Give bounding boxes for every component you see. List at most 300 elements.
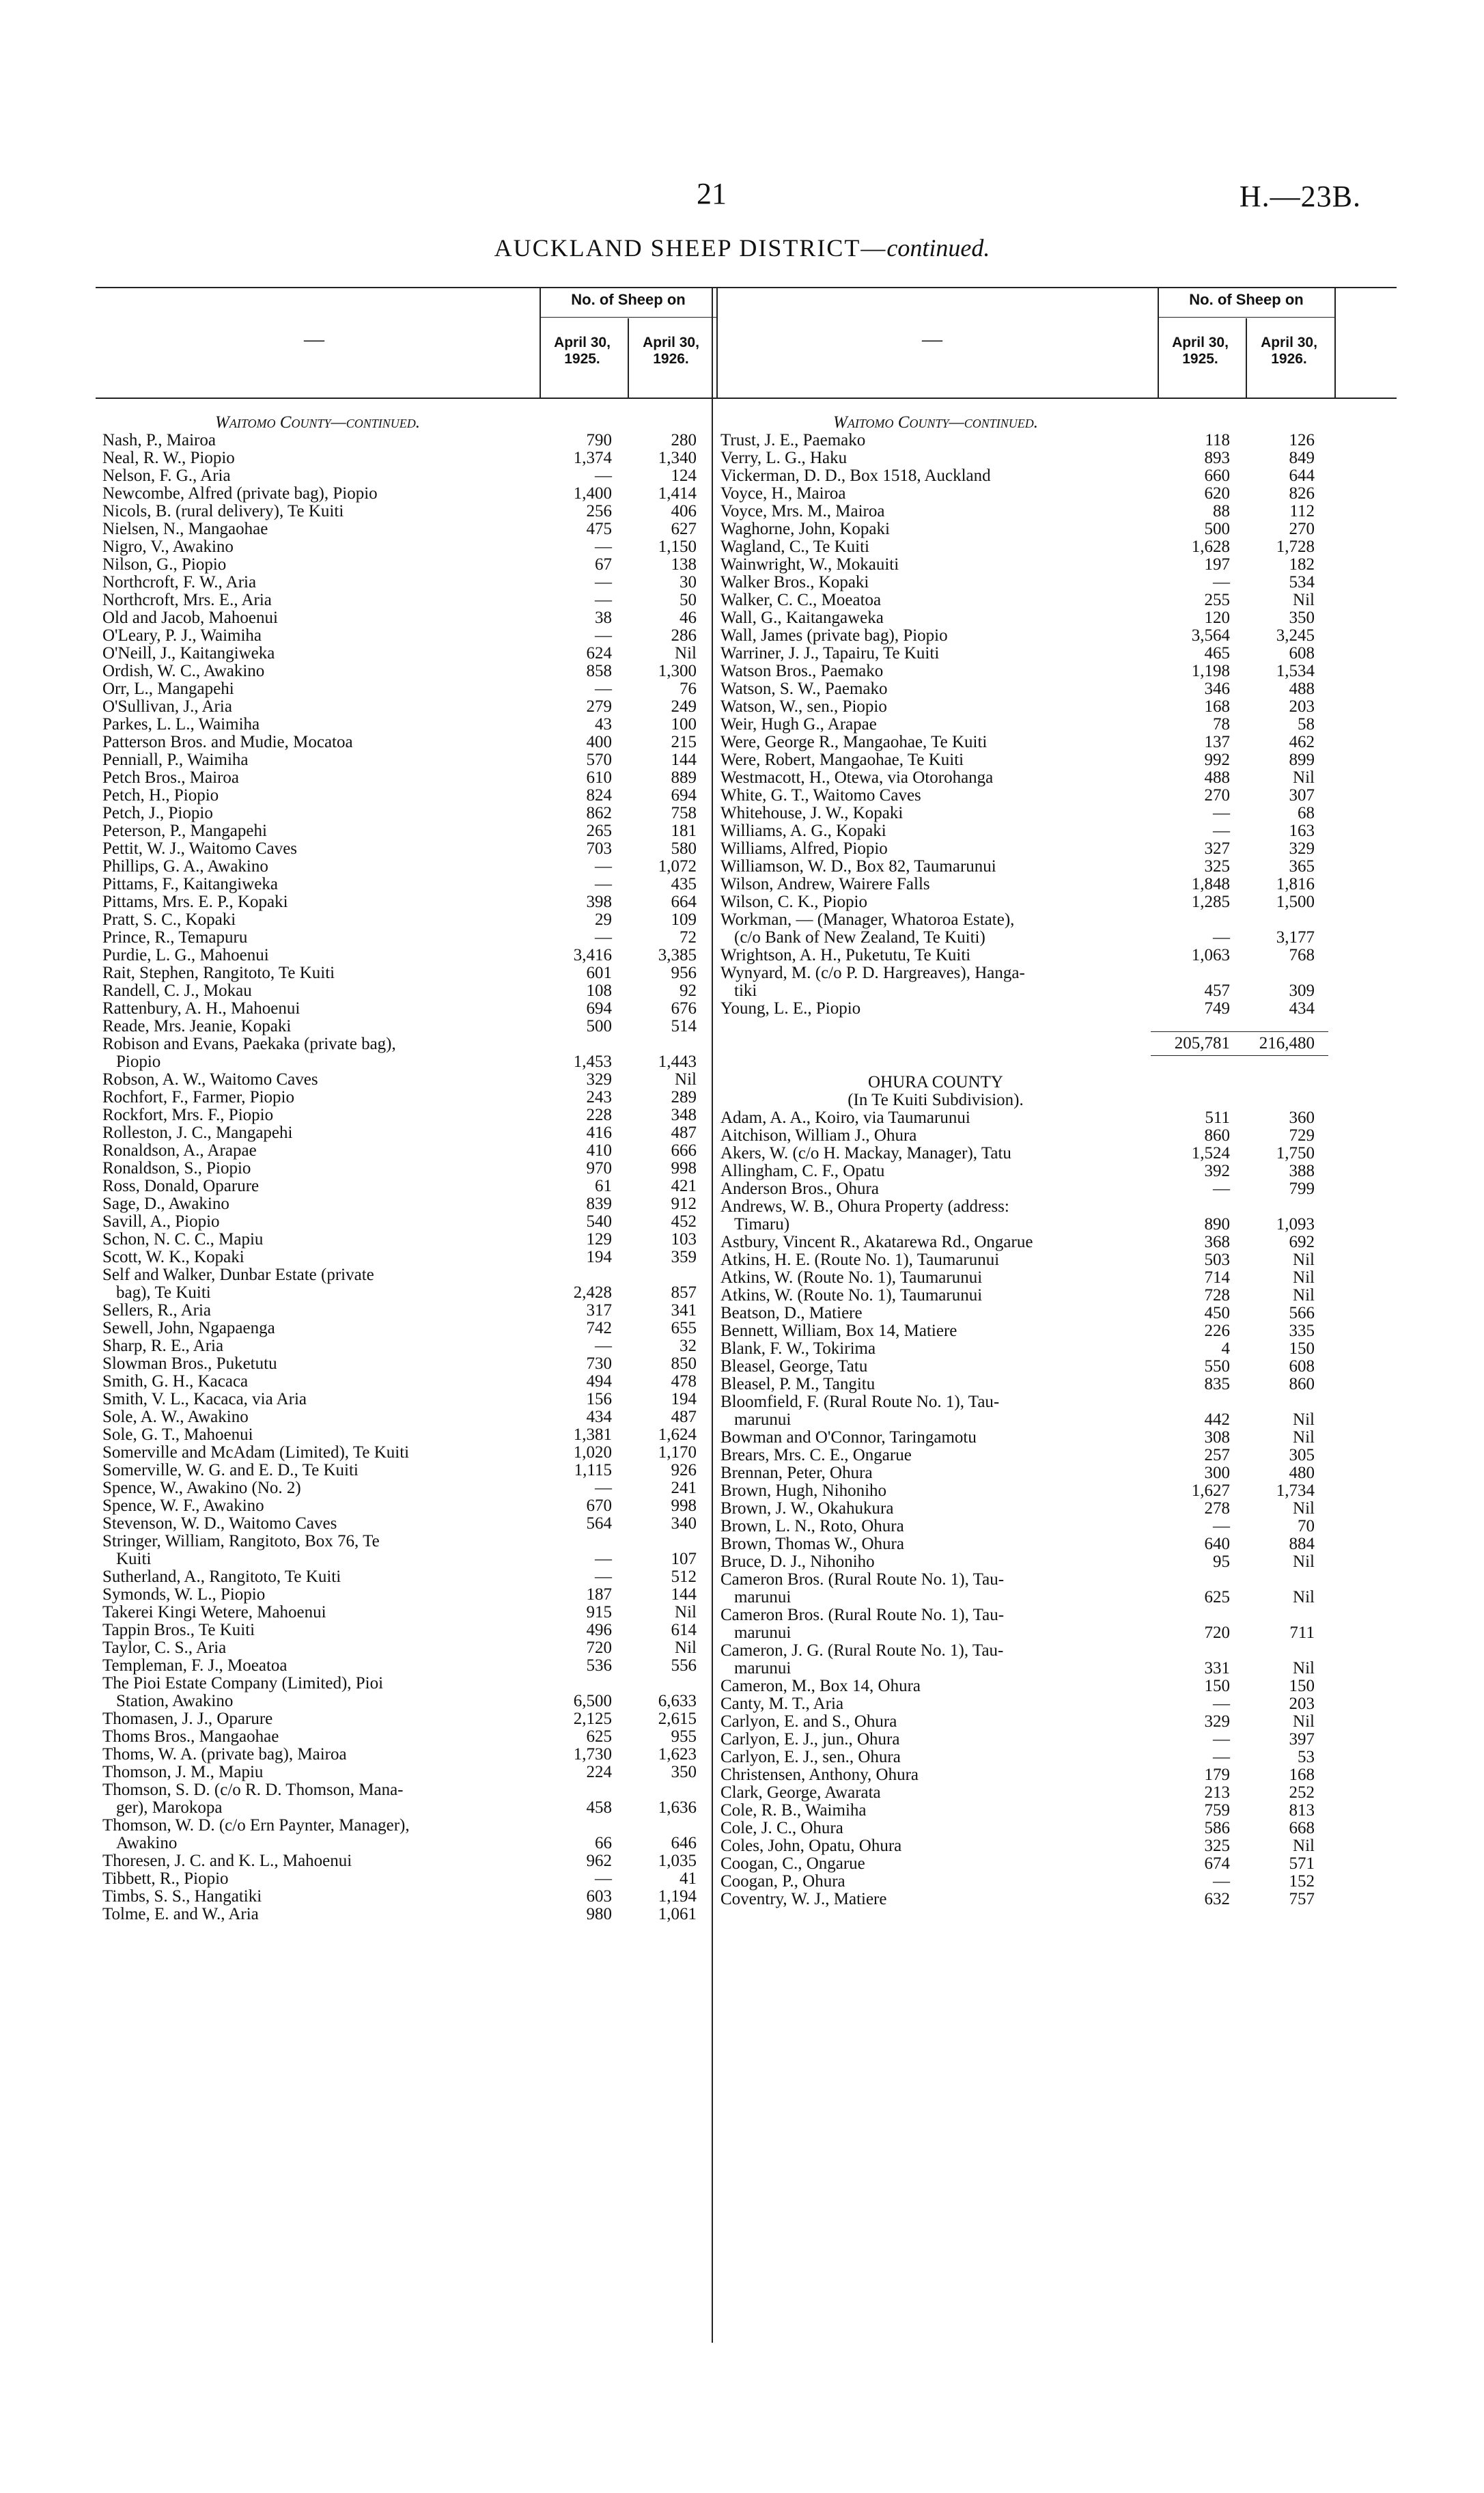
value-1925: 632	[1204, 1890, 1230, 1908]
table-row	[96, 929, 779, 947]
table-row	[714, 591, 1397, 609]
table-row	[96, 1817, 779, 1852]
row-name	[96, 1728, 533, 1746]
table-row	[714, 1873, 1397, 1891]
row-name	[96, 1462, 533, 1479]
value-1926: 1,061	[658, 1905, 697, 1923]
table-row	[714, 1287, 1397, 1305]
row-name	[714, 716, 1151, 734]
total-1926: 216,480	[1240, 1031, 1328, 1056]
value-1926: 203	[1289, 697, 1315, 716]
row-name-text: Prince, R., Temapuru	[102, 929, 248, 947]
table-row	[96, 591, 779, 609]
row-name	[714, 485, 1151, 503]
value-1926: 341	[671, 1301, 697, 1320]
row-name	[714, 1322, 1151, 1340]
value-1925: 835	[1204, 1375, 1230, 1393]
value-1925: 1,381	[573, 1425, 612, 1444]
value-1925: 213	[1204, 1783, 1230, 1802]
value-1926: 956	[671, 964, 697, 982]
row-name-text: Coles, John, Opatu, Ohura	[720, 1837, 902, 1855]
row-name-text: Rolleston, J. C., Mangapehi	[102, 1124, 293, 1142]
value-1926: 6,633	[658, 1692, 697, 1710]
row-name	[714, 1109, 1151, 1127]
row-name-text: Sutherland, A., Rangitoto, Te Kuiti	[102, 1568, 341, 1586]
table-row	[96, 1621, 779, 1639]
row-name-text: Petch Bros., Mairoa	[102, 769, 239, 787]
value-1925: —	[1213, 1730, 1230, 1749]
value-1926: 768	[1289, 946, 1315, 964]
row-name-text: Schon, N. C. C., Mapiu	[102, 1231, 264, 1249]
table-row	[96, 1266, 779, 1302]
row-name	[714, 663, 1151, 680]
value-1925: 625	[586, 1727, 612, 1746]
header-date-1925: April 30, 1925.	[1172, 335, 1229, 367]
value-1925: —	[595, 928, 612, 947]
row-name	[714, 645, 1151, 663]
table-row	[96, 1888, 779, 1906]
row-name	[714, 432, 1151, 449]
row-name	[714, 1500, 1151, 1518]
table-row	[96, 1320, 779, 1337]
value-1926: 608	[1289, 644, 1315, 663]
value-1925: 3,564	[1191, 626, 1230, 645]
table-row	[714, 680, 1397, 698]
table-row	[96, 485, 779, 503]
table-row	[714, 787, 1397, 805]
table-row	[714, 503, 1397, 520]
value-1926: 305	[1289, 1446, 1315, 1464]
value-1926: 350	[671, 1763, 697, 1781]
value-1926: 68	[1298, 804, 1315, 822]
row-name-text: Cameron, M., Box 14, Ohura	[720, 1677, 921, 1695]
row-name	[96, 698, 533, 716]
row-name	[96, 734, 533, 751]
row-name-text: Pittams, Mrs. E. P., Kopaki	[102, 893, 288, 911]
table-row	[714, 609, 1397, 627]
value-1925: 475	[586, 520, 612, 538]
value-1925: 1,063	[1191, 946, 1230, 964]
table-row	[96, 1568, 779, 1586]
value-1925: 308	[1204, 1428, 1230, 1447]
value-1925: 962	[586, 1852, 612, 1870]
table-row	[96, 1302, 779, 1320]
row-name-continued: marunui	[734, 1410, 792, 1429]
row-name	[714, 1393, 1151, 1429]
table-row	[714, 1127, 1397, 1145]
row-name	[96, 503, 533, 520]
table-row	[96, 556, 779, 574]
row-name-text: Bleasel, George, Tatu	[720, 1358, 868, 1376]
value-1926: 580	[671, 839, 697, 858]
value-1926: 799	[1289, 1180, 1315, 1198]
row-name	[714, 822, 1151, 840]
row-name-text: Anderson Bros., Ohura	[720, 1180, 879, 1198]
row-name-continued: Piopio	[116, 1053, 161, 1071]
value-1926: 480	[1289, 1464, 1315, 1482]
value-1925: 2,125	[573, 1710, 612, 1728]
value-1926: 72	[680, 928, 697, 947]
value-1925: 1,374	[573, 449, 612, 467]
row-name-text: Robison and Evans, Paekaka (private bag),	[102, 1035, 396, 1053]
row-name	[714, 805, 1151, 822]
row-name	[96, 1266, 533, 1302]
right-rows-ohura	[714, 1109, 1397, 1908]
row-name-text: Somerville and McAdam (Limited), Te Kuiti	[102, 1444, 410, 1462]
row-name	[96, 449, 533, 467]
table-row	[714, 1553, 1397, 1571]
table-row	[96, 787, 779, 805]
row-name	[96, 1142, 533, 1160]
value-1925: 601	[586, 964, 612, 982]
value-1925: 329	[1204, 1712, 1230, 1731]
value-1925: 120	[1204, 609, 1230, 627]
table-row	[96, 947, 779, 964]
header-dash: —	[304, 328, 324, 350]
row-name	[96, 645, 533, 663]
table-row	[96, 840, 779, 858]
row-name-text: Were, George R., Mangaohae, Te Kuiti	[720, 734, 988, 751]
value-1925: 187	[586, 1585, 612, 1604]
table-row	[714, 1518, 1397, 1535]
row-name-text: Nielsen, N., Mangaohae	[102, 520, 268, 538]
table-row	[96, 769, 779, 787]
table-row	[714, 947, 1397, 964]
value-1925: 890	[1204, 1215, 1230, 1234]
total-row	[714, 1031, 1397, 1056]
left-column	[96, 287, 779, 1923]
value-1926: 30	[680, 573, 697, 591]
table-row	[96, 1089, 779, 1106]
row-name-text: Ronaldson, A., Arapae	[102, 1142, 257, 1160]
row-name-continued: Awakino	[116, 1834, 178, 1852]
row-name-continued: marunui	[734, 1588, 792, 1606]
value-1925: 624	[586, 644, 612, 663]
row-name-text: O'Neill, J., Kaitangiweka	[102, 645, 275, 663]
value-1926: 857	[671, 1283, 697, 1302]
value-1926: 92	[680, 981, 697, 1000]
left-rows	[96, 432, 779, 1923]
value-1925: 327	[1204, 839, 1230, 858]
row-name-text: Were, Robert, Mangaohae, Te Kuiti	[720, 751, 964, 769]
value-1926: 340	[671, 1514, 697, 1533]
row-name-text: Voyce, Mrs. M., Mairoa	[720, 503, 885, 520]
row-name-text: Cameron Bros. (Rural Route No. 1), Tau-	[720, 1606, 1005, 1624]
value-1926: 512	[671, 1568, 697, 1586]
value-1925: 29	[595, 910, 612, 929]
value-1926: 1,534	[1276, 662, 1315, 680]
row-name	[714, 840, 1151, 858]
table-row	[96, 1231, 779, 1249]
header-no-sheep: No. of Sheep on	[1158, 291, 1335, 318]
row-name	[714, 1677, 1151, 1695]
value-1925: 67	[595, 555, 612, 574]
row-name-text: Tappin Bros., Te Kuiti	[102, 1621, 255, 1639]
table-row	[714, 556, 1397, 574]
value-1925: 118	[1205, 431, 1230, 449]
value-1926: 998	[671, 1496, 697, 1515]
row-name	[714, 1145, 1151, 1162]
header-date-1925: April 30, 1925.	[554, 335, 611, 367]
row-name	[96, 1533, 533, 1568]
row-name	[96, 1906, 533, 1923]
value-1925: 839	[586, 1195, 612, 1213]
row-name-text: Old and Jacob, Mahoenui	[102, 609, 278, 627]
value-1925: 279	[586, 697, 612, 716]
table-row	[96, 876, 779, 893]
row-name-text: Thomson, W. D. (c/o Ern Paynter, Manager),	[102, 1817, 410, 1835]
value-1925: 1,848	[1191, 875, 1230, 893]
value-1926: 1,816	[1276, 875, 1315, 893]
table-row	[96, 467, 779, 485]
row-name	[96, 1373, 533, 1391]
table-row	[714, 1429, 1397, 1447]
table-row	[714, 1749, 1397, 1766]
value-1925: 442	[1204, 1410, 1230, 1429]
table-row	[96, 1639, 779, 1657]
row-name	[714, 787, 1151, 805]
value-1926: 514	[671, 1017, 697, 1035]
row-name-text: Wall, James (private bag), Piopio	[720, 627, 948, 645]
row-name	[714, 1820, 1151, 1837]
value-1926: 307	[1289, 786, 1315, 805]
value-1926: Nil	[1293, 1499, 1315, 1518]
value-1925: 500	[1204, 520, 1230, 538]
value-1925: 1,524	[1191, 1144, 1230, 1162]
row-name-text: O'Sullivan, J., Aria	[102, 698, 232, 716]
table-row	[714, 1376, 1397, 1393]
row-name-text: Bleasel, P. M., Tangitu	[720, 1376, 876, 1393]
table-row	[714, 1535, 1397, 1553]
table-row	[96, 503, 779, 520]
value-1926: 1,624	[658, 1425, 697, 1444]
row-name	[96, 876, 533, 893]
value-1925: —	[1213, 822, 1230, 840]
header-date-1926: April 30, 1926.	[643, 335, 699, 367]
value-1926: 729	[1289, 1126, 1315, 1145]
table-row	[96, 1408, 779, 1426]
row-name-text: Thoresen, J. C. and K. L., Mahoenui	[102, 1852, 352, 1870]
value-1926: 666	[671, 1141, 697, 1160]
row-name	[714, 1837, 1151, 1855]
total-1925: 205,781	[1151, 1031, 1240, 1056]
table-row	[714, 805, 1397, 822]
value-1925: 730	[586, 1354, 612, 1373]
table-row	[714, 1820, 1397, 1837]
header-no-sheep: No. of Sheep on	[540, 291, 717, 318]
value-1925: 749	[1204, 999, 1230, 1018]
row-name-text: Cameron, J. G. (Rural Route No. 1), Tau-	[720, 1642, 1004, 1660]
value-1926: 289	[671, 1088, 697, 1106]
row-name	[96, 1160, 533, 1178]
row-name-text: Thomson, J. M., Mapiu	[102, 1764, 264, 1781]
value-1925: 860	[1204, 1126, 1230, 1145]
row-name	[714, 609, 1151, 627]
row-name	[96, 822, 533, 840]
row-name-text: Thoms Bros., Mangaohae	[102, 1728, 279, 1746]
row-name-text: Andrews, W. B., Ohura Property (address:	[720, 1198, 1009, 1216]
value-1925: —	[595, 1869, 612, 1888]
row-name	[96, 1479, 533, 1497]
table-row	[714, 627, 1397, 645]
value-1925: 610	[586, 768, 612, 787]
row-name	[96, 1444, 533, 1462]
table-row	[96, 1586, 779, 1604]
subsection-heading: (In Te Kuiti Subdivision).	[848, 1091, 1024, 1109]
table-row	[96, 1337, 779, 1355]
value-1925: 620	[1204, 484, 1230, 503]
row-name	[714, 1642, 1151, 1677]
row-name-text: Templeman, F. J., Moeatoa	[102, 1657, 288, 1675]
table-row	[96, 1213, 779, 1231]
table-row	[714, 1269, 1397, 1287]
row-name-text: Bruce, D. J., Nihoniho	[720, 1553, 875, 1571]
table-row	[96, 1728, 779, 1746]
row-name-text: Whitehouse, J. W., Kopaki	[720, 805, 904, 822]
value-1926: 556	[671, 1656, 697, 1675]
row-name-text: Rochfort, F., Farmer, Piopio	[102, 1089, 295, 1106]
value-1926: 1,072	[658, 857, 697, 876]
table-row	[714, 645, 1397, 663]
row-name	[714, 1340, 1151, 1358]
value-1925: 915	[586, 1603, 612, 1621]
row-name	[714, 1873, 1151, 1891]
value-1925: 674	[1204, 1854, 1230, 1873]
right-rows	[714, 432, 1397, 1018]
row-name-text: Williamson, W. D., Box 82, Taumarunui	[720, 858, 996, 876]
table-row	[714, 485, 1397, 503]
value-1926: 397	[1289, 1730, 1315, 1749]
value-1926: 163	[1289, 822, 1315, 840]
row-name-text: Sharp, R. E., Aria	[102, 1337, 224, 1355]
row-name-text: Cameron Bros. (Rural Route No. 1), Tau-	[720, 1571, 1005, 1589]
value-1926: 452	[671, 1212, 697, 1231]
value-1926: 388	[1289, 1162, 1315, 1180]
value-1926: 884	[1289, 1535, 1315, 1553]
table-row	[96, 698, 779, 716]
row-name	[714, 1251, 1151, 1269]
row-name-continued: tiki	[734, 981, 757, 1000]
row-name	[714, 1553, 1151, 1571]
table-row	[96, 1497, 779, 1515]
row-name	[96, 1089, 533, 1106]
value-1925: 457	[1204, 981, 1230, 1000]
value-1926: 1,300	[658, 662, 697, 680]
row-name-text: Williams, Alfred, Piopio	[720, 840, 888, 858]
value-1925: 38	[595, 609, 612, 627]
value-1926: 46	[680, 609, 697, 627]
value-1926: 109	[671, 910, 697, 929]
row-name	[96, 1408, 533, 1426]
value-1925: 714	[1204, 1268, 1230, 1287]
row-name-text: Verry, L. G., Haku	[720, 449, 848, 467]
row-name-text: Reade, Mrs. Jeanie, Kopaki	[102, 1018, 292, 1035]
table-row	[96, 858, 779, 876]
section-heading: Waitomo County—continued.	[833, 413, 1038, 432]
row-name	[96, 1870, 533, 1888]
row-name-text: Smith, G. H., Kacaca	[102, 1373, 249, 1391]
row-name	[714, 1198, 1151, 1234]
row-name	[714, 1482, 1151, 1500]
row-name	[714, 1464, 1151, 1482]
row-name	[96, 520, 533, 538]
row-name-text: Brown, L. N., Roto, Ohura	[720, 1518, 904, 1535]
value-1925: 392	[1204, 1162, 1230, 1180]
row-name-continued: bag), Te Kuiti	[116, 1283, 211, 1302]
value-1925: 720	[1204, 1624, 1230, 1642]
table-row	[714, 840, 1397, 858]
row-name	[714, 876, 1151, 893]
value-1926: 100	[671, 715, 697, 734]
value-1925: 95	[1213, 1552, 1230, 1571]
table-row	[714, 1500, 1397, 1518]
row-name-text: Ordish, W. C., Awakino	[102, 663, 265, 680]
value-1925: 858	[586, 662, 612, 680]
row-name-text: Watson Bros., Paemako	[720, 663, 884, 680]
row-name	[714, 1358, 1151, 1376]
value-1925: 759	[1204, 1801, 1230, 1820]
row-name-text: Blank, F. W., Tokirima	[720, 1340, 876, 1358]
value-1926: 1,500	[1276, 893, 1315, 911]
value-1925: 992	[1204, 751, 1230, 769]
table-row	[96, 1142, 779, 1160]
value-1925: 1,115	[574, 1461, 612, 1479]
value-1926: 926	[671, 1461, 697, 1479]
value-1925: 224	[586, 1763, 612, 1781]
row-name-text: Pratt, S. C., Kopaki	[102, 911, 236, 929]
row-name	[714, 911, 1151, 947]
table-row	[96, 751, 779, 769]
row-name	[714, 1000, 1151, 1018]
table-row	[96, 911, 779, 929]
row-name-text: Coventry, W. J., Matiere	[720, 1891, 887, 1908]
row-name	[714, 1535, 1151, 1553]
value-1926: 70	[1298, 1517, 1315, 1535]
header-rule	[628, 318, 629, 398]
value-1926: 646	[671, 1834, 697, 1852]
value-1925: 503	[1204, 1251, 1230, 1269]
value-1925: 488	[1204, 768, 1230, 787]
table-row	[714, 1162, 1397, 1180]
table-row	[96, 805, 779, 822]
row-name-text: Petch, J., Piopio	[102, 805, 213, 822]
value-1926: 241	[671, 1479, 697, 1497]
row-name	[96, 1515, 533, 1533]
row-name	[96, 1604, 533, 1621]
value-1926: 1,194	[658, 1887, 697, 1906]
row-name	[96, 467, 533, 485]
section-heading-ohura: OHURA COUNTY	[868, 1073, 1003, 1091]
value-1925: 88	[1213, 502, 1230, 520]
value-1925: 2,428	[573, 1283, 612, 1302]
value-1926: 912	[671, 1195, 697, 1213]
row-name-text: Timbs, S. S., Hangatiki	[102, 1888, 262, 1906]
value-1926: 462	[1289, 733, 1315, 751]
table-row	[96, 1071, 779, 1089]
row-name	[714, 503, 1151, 520]
row-name-text: Pittams, F., Kaitangiweka	[102, 876, 278, 893]
table-row	[714, 858, 1397, 876]
value-1925: 3,416	[573, 946, 612, 964]
row-name	[714, 964, 1151, 1000]
row-name	[96, 805, 533, 822]
row-name-text: Nigro, V., Awakino	[102, 538, 234, 556]
table-row	[96, 432, 779, 449]
row-name	[714, 538, 1151, 556]
value-1926: 359	[671, 1248, 697, 1266]
value-1925: 494	[586, 1372, 612, 1391]
value-1925: 416	[586, 1124, 612, 1142]
